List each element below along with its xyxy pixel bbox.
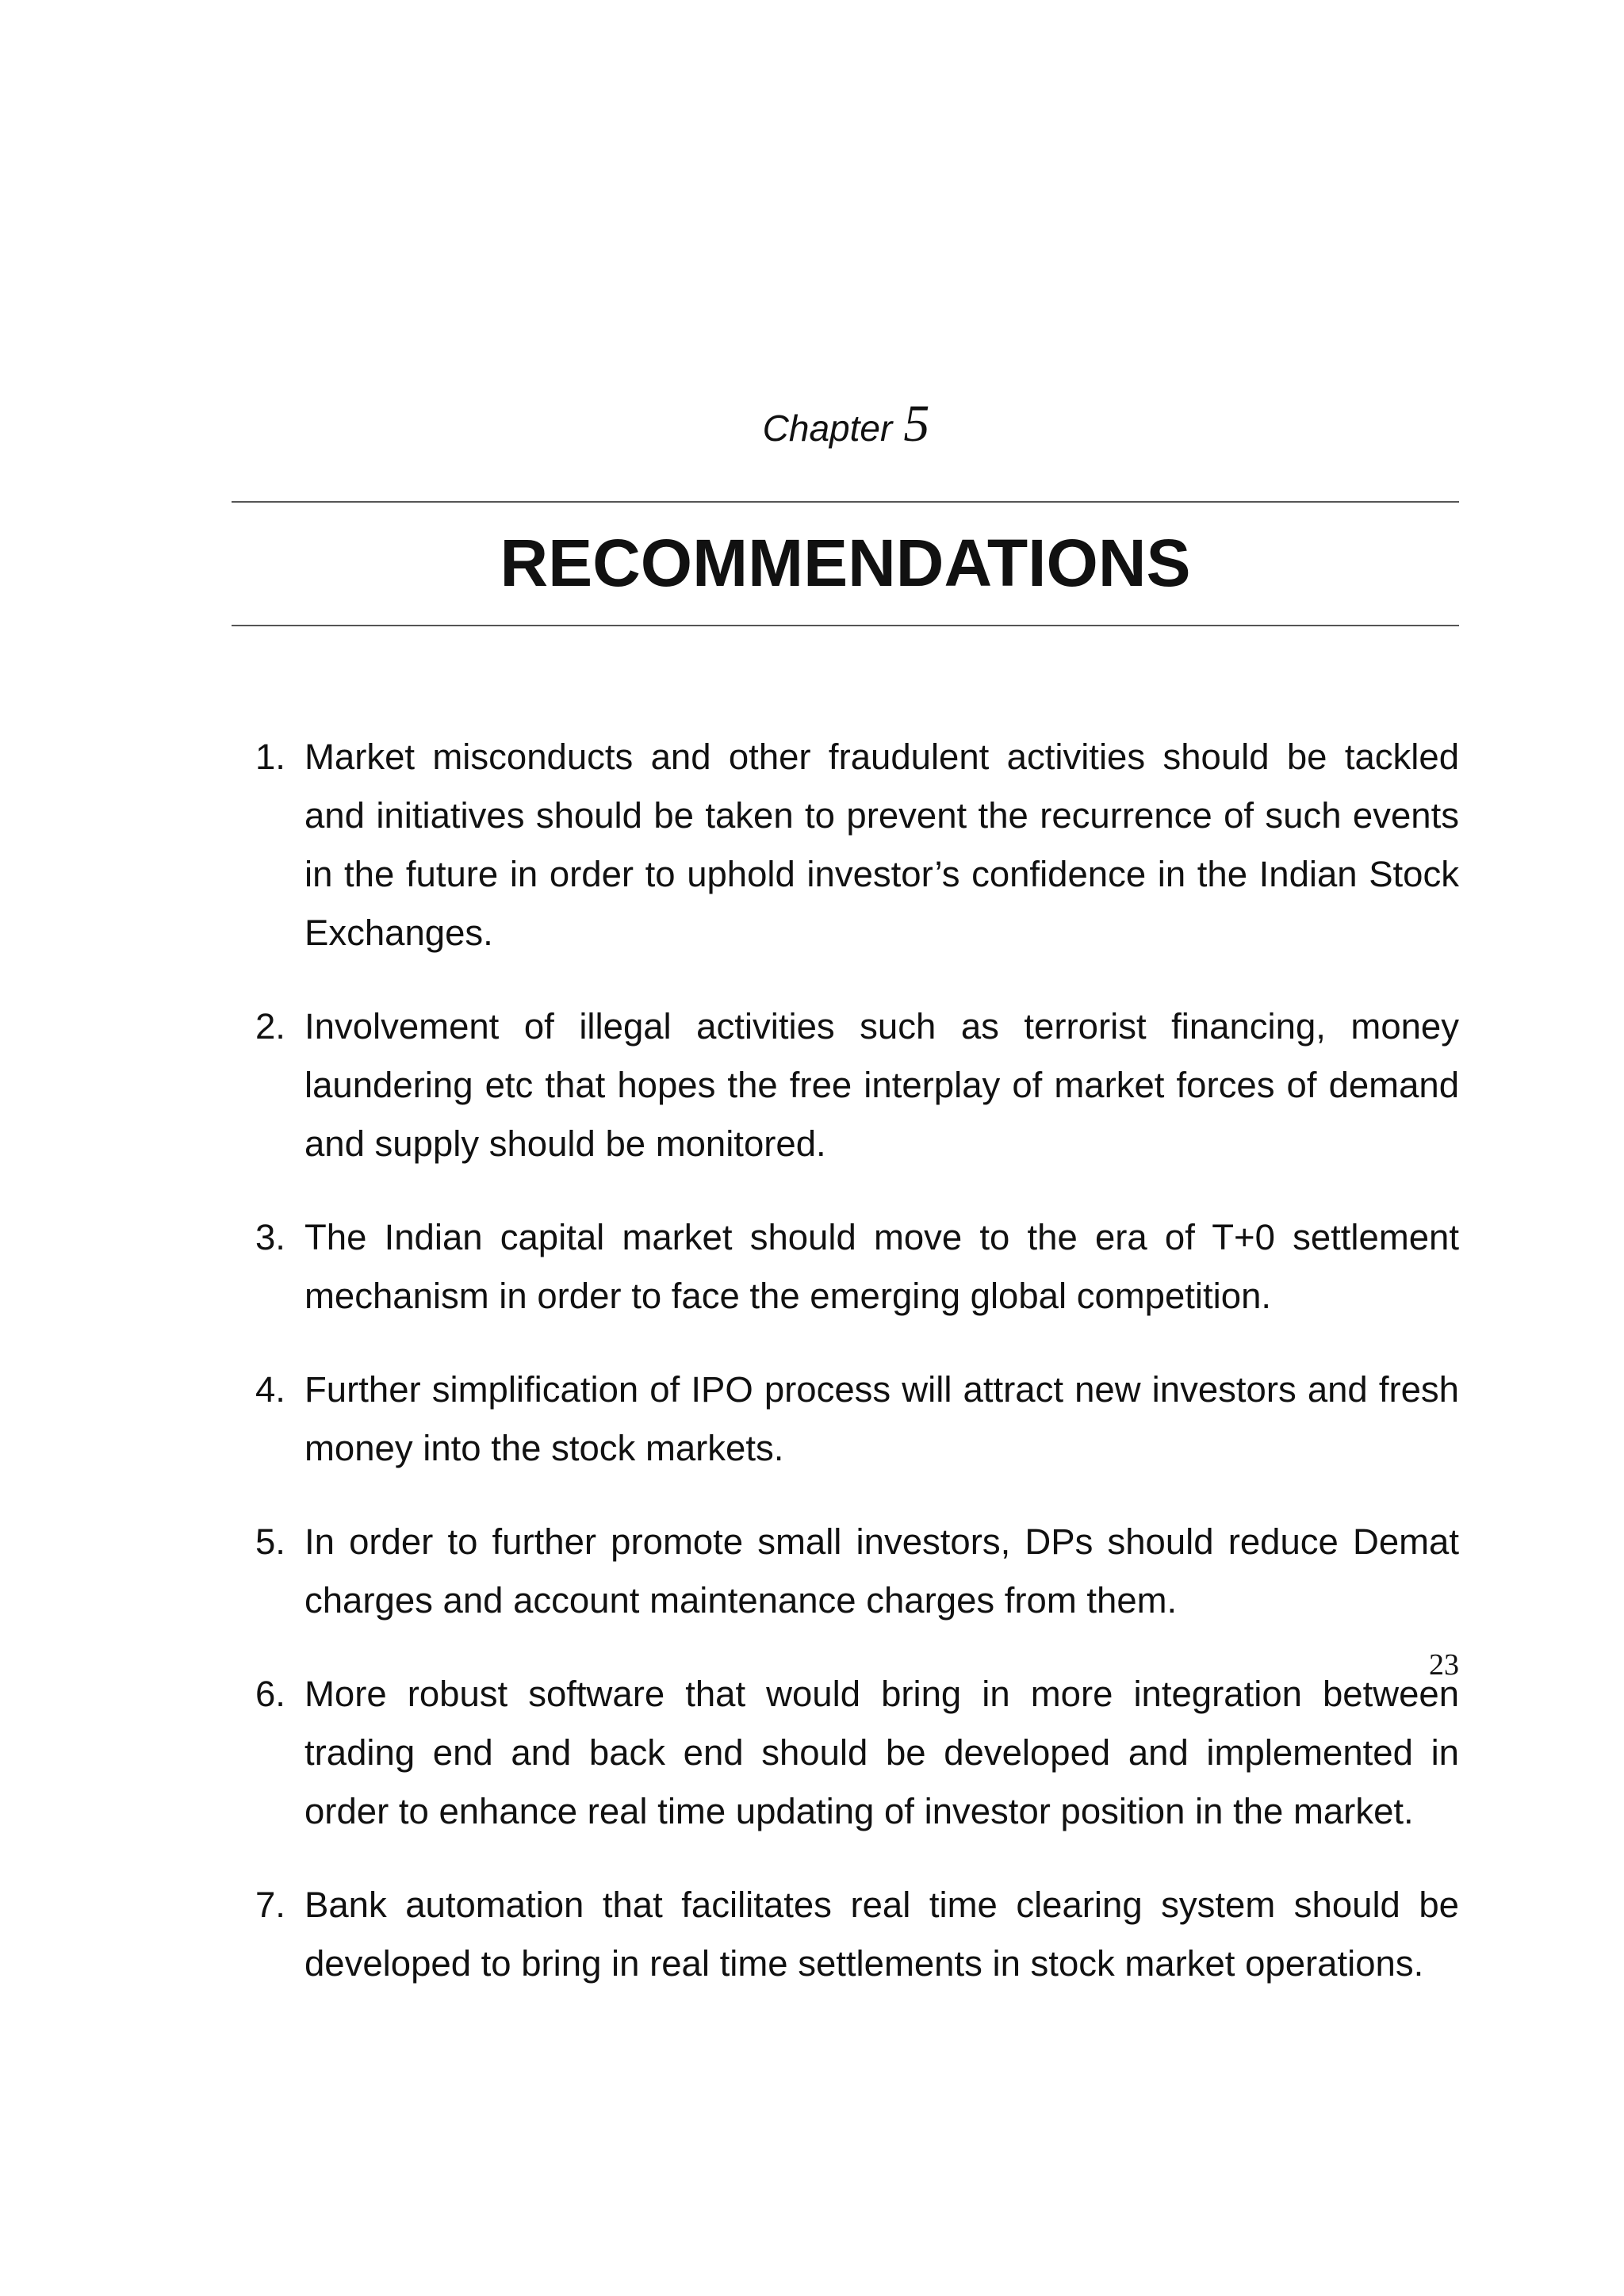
recommendation-item: [255, 728, 1459, 962]
recommendation-item: [255, 1665, 1459, 1841]
recommendation-number: 3.: [255, 1217, 285, 1257]
recommendation-text: More robust software that would bring in more integration between trading end and back end should be developed and implemented in order to enhance real time updating of investor position in the market.: [304, 1674, 1459, 1831]
recommendation-number: 6.: [255, 1674, 285, 1714]
recommendation-item: [255, 1876, 1459, 1993]
title-rule-bottom: [232, 625, 1459, 626]
recommendation-item: [255, 1360, 1459, 1478]
chapter-label: [0, 392, 1624, 460]
recommendation-number: 4.: [255, 1369, 285, 1410]
chapter-word: Chapter: [762, 408, 893, 449]
recommendation-number: 7.: [255, 1885, 285, 1925]
recommendations-list: [255, 728, 1459, 2028]
recommendation-number: 5.: [255, 1521, 285, 1562]
recommendation-item: [255, 1208, 1459, 1326]
recommendation-text: Market misconducts and other fraudulent activities should be tackled and initiatives should be taken to prevent the recurrence of such events in the future in order to uphold investor’s confidence in the Indian Stock Exchanges.: [304, 737, 1459, 953]
recommendation-text: Further simplification of IPO process will attract new investors and fresh money into the stock markets.: [304, 1369, 1459, 1468]
page-number: 23: [1429, 1648, 1459, 1682]
recommendation-number: 1.: [255, 737, 285, 777]
recommendation-text: Bank automation that facilitates real time clearing system should be developed to bring in real time settlements in stock market operations.: [304, 1885, 1459, 1984]
recommendation-text: Involvement of illegal activities such as terrorist financing, money laundering etc that hopes the free interplay of market forces of demand and supply should be monitored.: [304, 1006, 1459, 1164]
recommendation-item: [255, 997, 1459, 1173]
recommendation-item: [255, 1513, 1459, 1630]
recommendation-text: The Indian capital market should move to the era of T+0 settlement mechanism in order to face the emerging global competition.: [304, 1217, 1459, 1316]
chapter-number: 5: [903, 395, 930, 453]
title-rule-top: [232, 501, 1459, 503]
recommendation-text: In order to further promote small investors, DPs should reduce Demat charges and account maintenance charges from them.: [304, 1521, 1459, 1621]
recommendation-number: 2.: [255, 1006, 285, 1047]
chapter-title: RECOMMENDATIONS: [500, 526, 1191, 600]
